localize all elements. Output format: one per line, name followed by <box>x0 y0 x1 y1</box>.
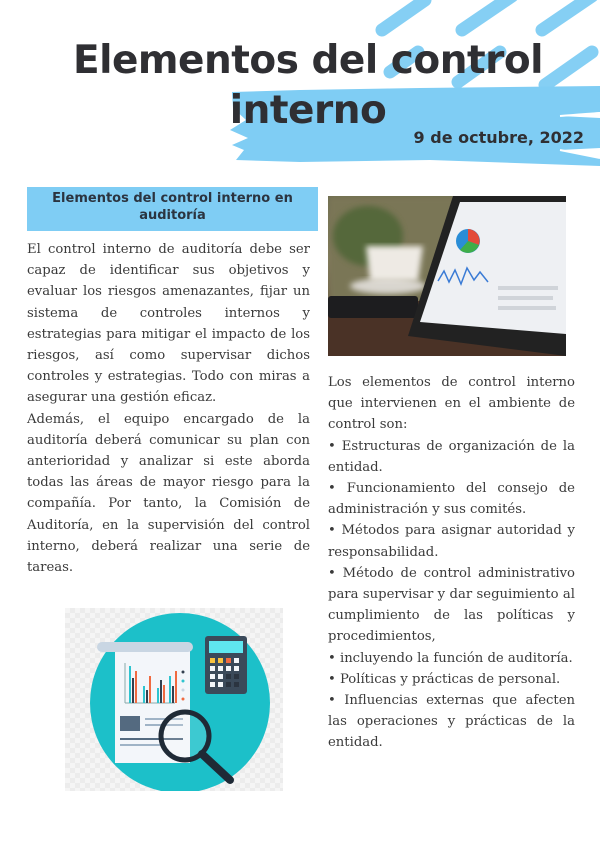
section-heading: Elementos del control interno en auditoría <box>27 187 318 231</box>
audit-illustration-graphic <box>65 608 283 791</box>
paragraph: El control interno de auditoría debe ser capaz de identificar sus objetivos y evaluar los riesgos amenazantes, fijar un sistema de controles internos y estrategias para mitigar el impacto de los riesgos, así como supervisar dichos controles y estrategias. Todo con miras a asegurar una gestión eficaz. <box>27 242 310 406</box>
list-item: • Método de control administrativo para supervisar y dar seguimiento al cumplimiento de las políticas y procedimientos, <box>328 565 575 645</box>
date-label: 9 de octubre, 2022 <box>413 128 584 147</box>
right-column-text <box>328 372 575 754</box>
page-title: Elementos del control interno <box>72 38 544 133</box>
left-column-text <box>27 239 310 578</box>
list-item: • incluyendo la función de auditoría. <box>328 650 573 666</box>
intro-text: Los elementos de control interno que intervienen en el ambiente de control son: <box>328 375 575 433</box>
list-item: • Políticas y prácticas de personal. <box>328 671 561 687</box>
list-item: • Métodos para asignar autoridad y responsabilidad. <box>328 523 575 560</box>
audit-illustration <box>65 608 283 791</box>
tablet-photo-graphic <box>328 196 566 356</box>
list-item: • Influencias externas que afecten las operaciones y prácticas de la entidad. <box>328 693 575 751</box>
list-item: • Funcionamiento del consejo de administración y sus comités. <box>328 481 575 518</box>
tablet-analytics-photo <box>328 196 566 356</box>
paragraph: Además, el equipo encargado de la auditoría deberá comunicar su plan con anterioridad y analizar si este aborda todas las áreas de mayor riesgo para la compañía. Por tanto, la Comisión de Auditoría, en la supervisión del control interno, deberá realizar una serie de tareas. <box>27 411 310 576</box>
list-item: • Estructuras de organización de la entidad. <box>328 438 575 475</box>
